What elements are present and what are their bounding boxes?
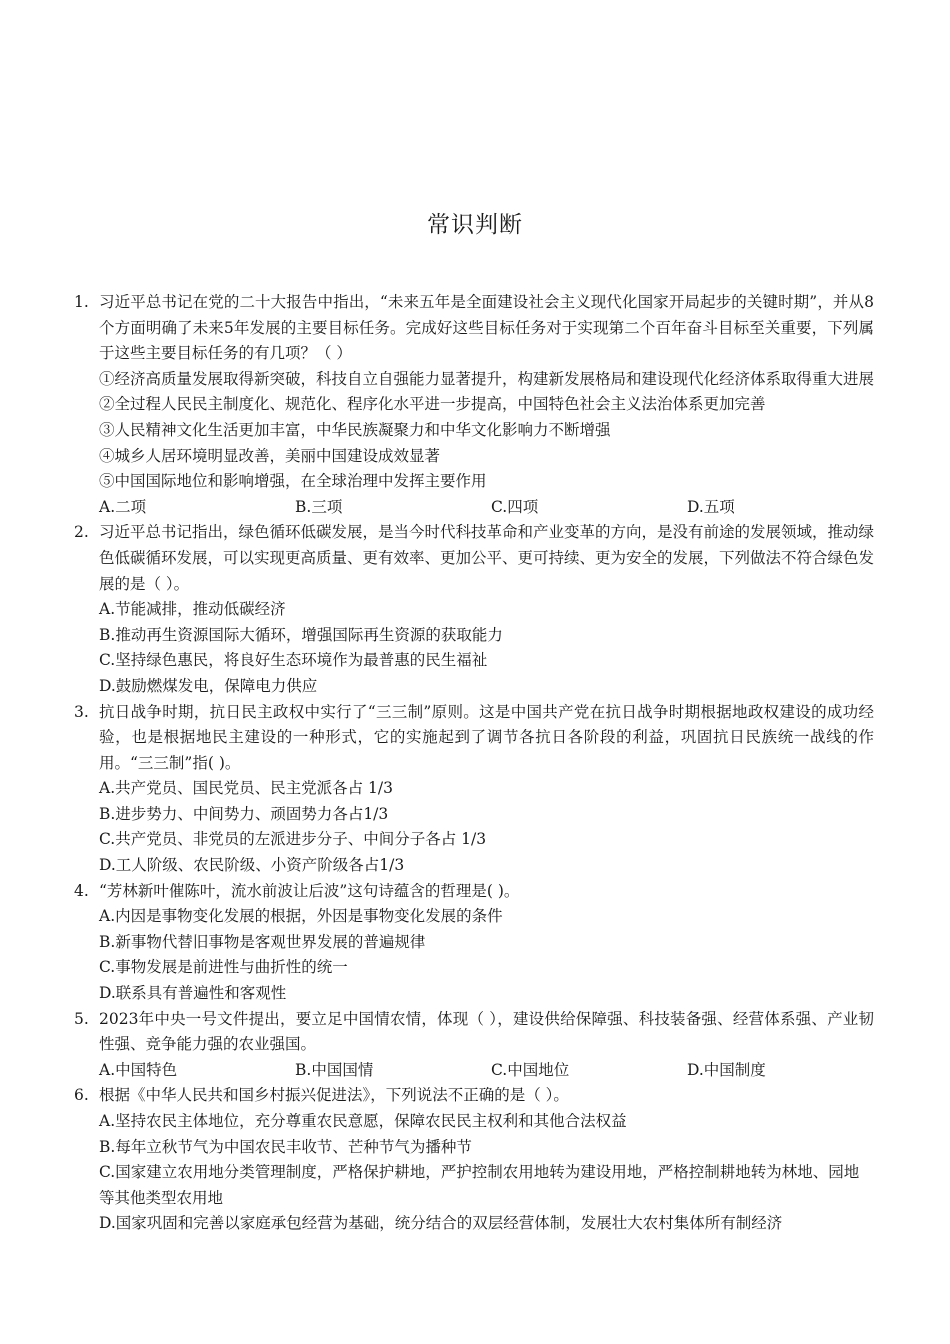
question-stem: “芳林新叶催陈叶，流水前波让后波”这句诗蕴含的哲理是( )。 [99,881,520,900]
option-c[interactable]: C.事物发展是前进性与曲折性的统一 [99,958,348,977]
option-a[interactable]: A.中国特色 [99,1060,178,1079]
question-4 [0,879,950,1007]
option-d[interactable]: D.国家巩固和完善以家庭承包经营为基础，统分结合的双层经营体制，发展壮大农村集体所有制经济 [99,1214,783,1233]
option-b[interactable]: B.每年立秋节气为中国农民丰收节、芒种节气为播种节 [99,1137,472,1156]
statement-item: ②全过程人民民主制度化、规范化、程序化水平进一步提高，中国特色社会主义法治体系更加完善 [99,395,766,414]
question-stem: 根据《中华人民共和国乡村振兴促进法》，下列说法不正确的是（ ）。 [99,1086,569,1105]
option-d[interactable]: D.工人阶级、农民阶级、小资产阶级各占1/3 [99,856,405,875]
options-row [99,1058,874,1084]
option-b[interactable]: B.进步势力、中间势力、顽固势力各占1/3 [99,804,389,823]
option-d[interactable]: D.联系具有普遍性和客观性 [99,984,287,1003]
statement-item: ④城乡人居环境明显改善，美丽中国建设成效显著 [99,446,441,465]
option-c[interactable]: C.共产党员、非党员的左派进步分子、中间分子各占 1/3 [99,830,487,849]
question-stem: 习近平总书记指出，绿色循环低碳发展，是当今时代科技革命和产业变革的方向，是没有前途的发展领域，推动绿色低碳循环发展，可以实现更高质量、更有效率、更加公平、更可持续、更为安全的发展，下列做法不符合绿色发展的是（ ）。 [99,523,875,593]
question-stem: 习近平总书记在党的二十大报告中指出，“未来五年是全面建设社会主义现代化国家开局起步的关键时期”，并从8个方面明确了未来5年发展的主要目标任务。完成好这些目标任务对于实现第二个百年奋斗目标至关重要，下列属于这些主要目标任务的有几项？（ ） [99,293,874,363]
question-1 [0,290,950,520]
option-b[interactable]: B.三项 [295,497,343,516]
question-number: 1. [74,293,89,311]
option-d[interactable]: D.中国制度 [687,1060,766,1079]
options-row [99,495,874,521]
question-number: 2. [74,523,89,542]
statement-item: ③人民精神文化生活更加丰富，中华民族凝聚力和中华文化影响力不断增强 [99,420,611,439]
question-number: 3. [74,702,89,721]
option-a[interactable]: A.内因是事物变化发展的根据，外因是事物变化发展的条件 [99,907,503,926]
question-5 [0,1007,950,1084]
option-c[interactable]: C.中国地位 [491,1060,570,1079]
question-number: 4. [74,881,89,900]
option-c[interactable]: C.四项 [491,497,539,516]
option-b[interactable]: B.新事物代替旧事物是客观世界发展的普遍规律 [99,932,426,951]
question-stem: 抗日战争时期，抗日民主政权中实行了“三三制”原则。这是中国共产党在抗日战争时期根据地政权建设的成功经验，也是根据地民主建设的一种形式，它的实施起到了调节各抗日各阶段的利益，巩固抗日民族统一战线的作用。“三三制”指( )。 [99,702,874,772]
question-3 [0,700,950,879]
option-c[interactable]: C.国家建立农用地分类管理制度，严格保护耕地，严护控制农用地转为建设用地，严格控制耕地转为林地、园地等其他类型农用地 [99,1163,860,1207]
option-a[interactable]: A.节能减排，推动低碳经济 [99,600,286,619]
question-2 [0,520,950,699]
option-b[interactable]: B.推动再生资源国际大循环，增强国际再生资源的获取能力 [99,625,503,644]
option-b[interactable]: B.中国国情 [295,1060,374,1079]
question-list [0,290,950,1237]
question-number: 6. [74,1086,89,1105]
statement-item: ①经济高质量发展取得新突破，科技自立自强能力显著提升，构建新发展格局和建设现代化经济体系取得重大进展 [99,369,875,388]
question-6 [0,1083,950,1237]
option-d[interactable]: D.鼓励燃煤发电，保障电力供应 [99,676,318,695]
question-number: 5. [74,1009,89,1028]
page-title: 常识判断 [427,212,523,238]
option-c[interactable]: C.坚持绿色惠民，将良好生态环境作为最普惠的民生福祉 [99,651,488,670]
option-a[interactable]: A.坚持农民主体地位，充分尊重农民意愿，保障农民民主权利和其他合法权益 [99,1112,627,1130]
option-a[interactable]: A.二项 [99,497,147,516]
statement-item: ⑤中国国际地位和影响增强，在全球治理中发挥主要作用 [99,472,487,491]
question-stem: 2023年中央一号文件提出，要立足中国情农情，体现（ ），建设供给保障强、科技装备强、经营体系强、产业韧性强、竞争能力强的农业强国。 [99,1009,874,1054]
option-a[interactable]: A.共产党员、国民党员、民主党派各占 1/3 [99,779,393,798]
option-d[interactable]: D.五项 [687,497,735,516]
